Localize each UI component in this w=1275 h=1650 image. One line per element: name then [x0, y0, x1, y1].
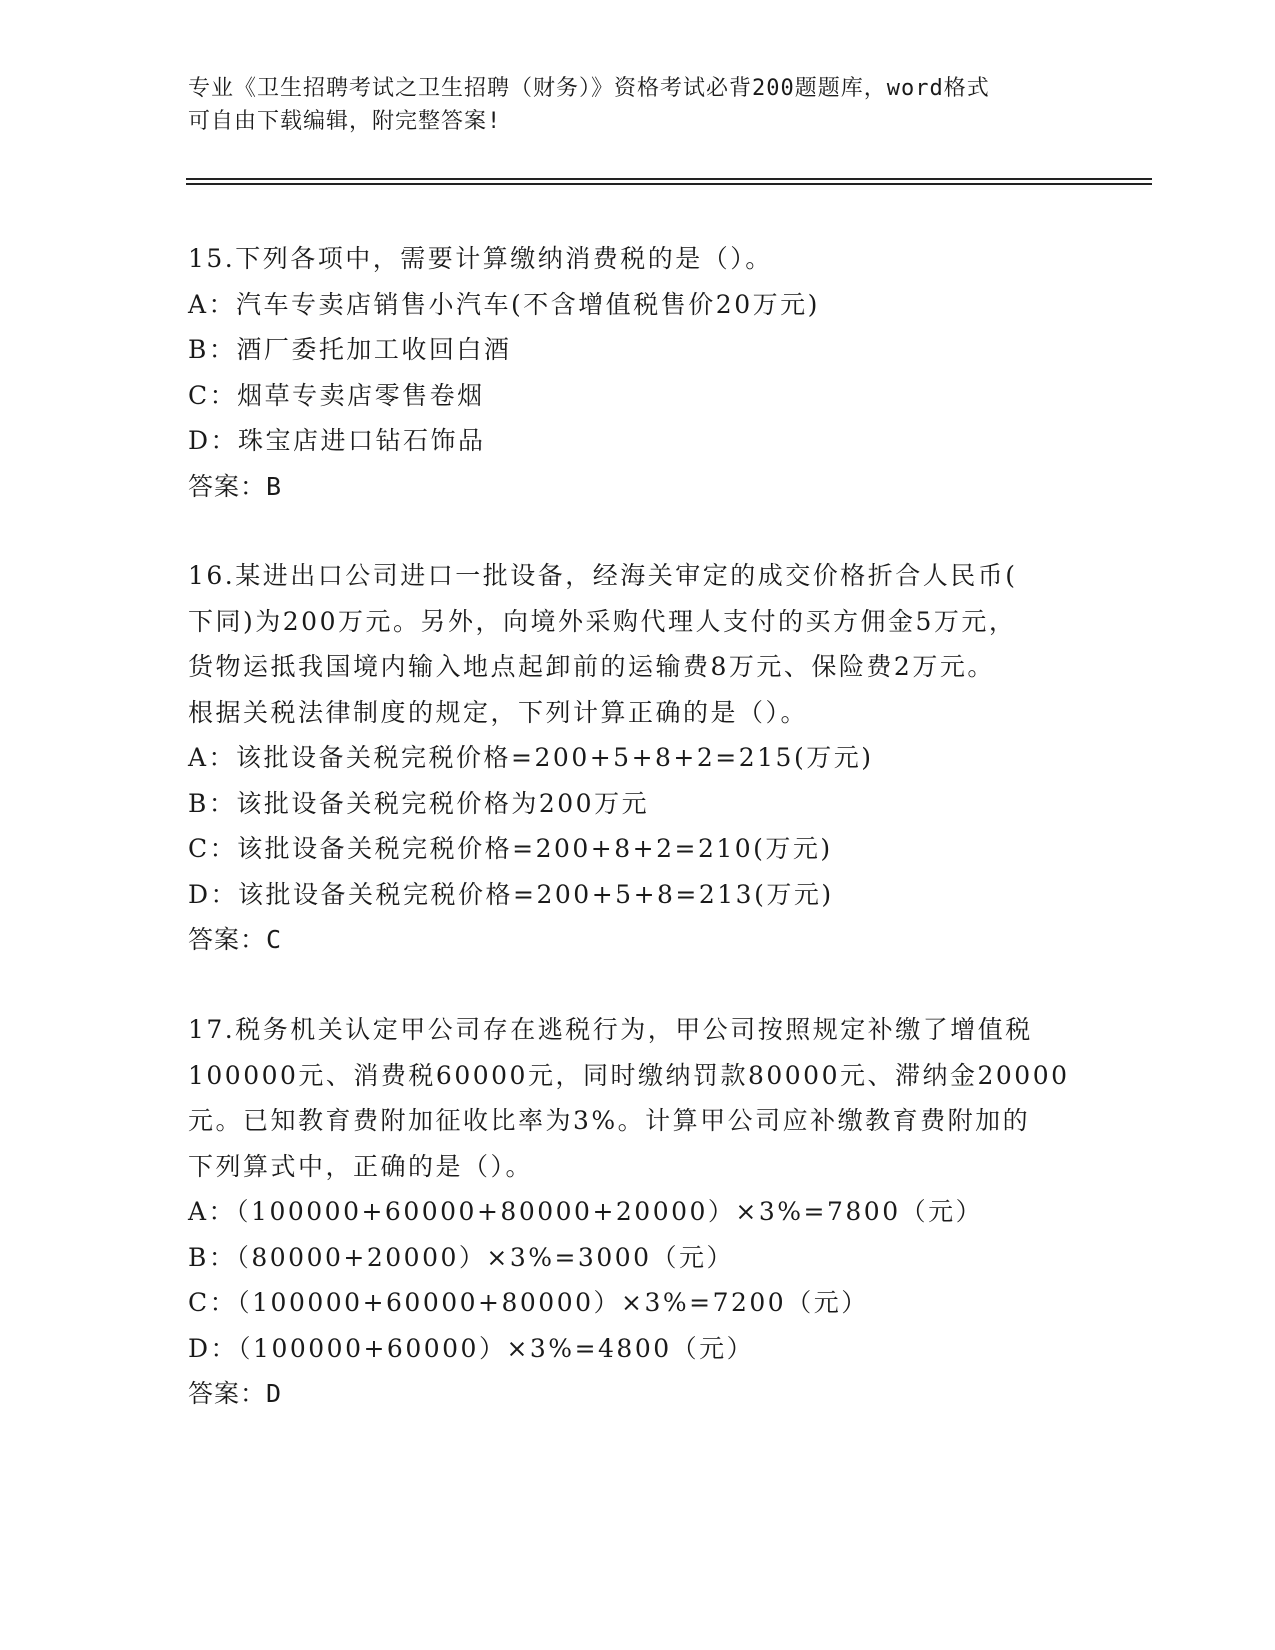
- question-stem-line-1: 17.税务机关认定甲公司存在逃税行为，甲公司按照规定补缴了增值税: [188, 1015, 1033, 1044]
- header-divider-bottom: [186, 183, 1152, 185]
- option-c: C：（100000+60000+80000）×3%=7200（元）: [188, 1288, 869, 1317]
- question-16: [188, 553, 1078, 963]
- question-stem-line-4: 根据关税法律制度的规定，下列计算正确的是（）。: [188, 697, 809, 727]
- question-stem-line-1: 16.某进出口公司进口一批设备，经海关审定的成交价格折合人民币(: [188, 561, 1018, 590]
- header-divider-top: [186, 178, 1152, 180]
- header-line-1: 专业《卫生招聘考试之卫生招聘（财务）》资格考试必背200题题库，word格式: [188, 76, 990, 101]
- option-b: B：（80000+20000）×3%=3000（元）: [188, 1242, 735, 1272]
- option-d: D：该批设备关税完税价格=200+5+8=213(万元): [188, 879, 834, 909]
- option-a: A：该批设备关税完税价格=200+5+8+2=215(万元): [188, 743, 874, 772]
- question-stem-line-4: 下列算式中，正确的是（）。: [188, 1151, 534, 1181]
- answer: 答案：C: [188, 925, 283, 954]
- option-c: C：该批设备关税完税价格=200+8+2=210(万元): [188, 834, 833, 863]
- header-line-2: 可自由下载编辑，附完整答案!: [188, 109, 502, 134]
- question-stem-line-3: 元。已知教育费附加征收比率为3%。计算甲公司应补缴教育费附加的: [188, 1106, 1031, 1135]
- question-stem-line-3: 货物运抵我国境内输入地点起卸前的运输费8万元、保险费2万元。: [188, 652, 995, 681]
- answer: 答案：D: [188, 1379, 283, 1408]
- option-d: D：（100000+60000）×3%=4800（元）: [188, 1333, 755, 1363]
- question-stem: 15.下列各项中，需要计算缴纳消费税的是（）。: [188, 244, 773, 273]
- question-stem-line-2: 100000元、消费税60000元，同时缴纳罚款80000元、滞纳金20000: [188, 1060, 1070, 1090]
- option-b: B：该批设备关税完税价格为200万元: [188, 788, 650, 818]
- option-d: D：珠宝店进口钻石饰品: [188, 426, 486, 455]
- option-b: B：酒厂委托加工收回白酒: [188, 335, 512, 364]
- question-15: [188, 236, 1078, 509]
- option-a: A：（100000+60000+80000+20000）×3%=7800（元）: [188, 1197, 984, 1226]
- document-header: [188, 72, 1068, 138]
- option-c: C：烟草专卖店零售卷烟: [188, 380, 485, 410]
- option-a: A：汽车专卖店销售小汽车(不含增值税售价20万元): [188, 289, 820, 319]
- answer: 答案：B: [188, 471, 283, 501]
- question-stem-line-2: 下同)为200万元。另外，向境外采购代理人支付的买方佣金5万元，: [188, 606, 1017, 636]
- question-17: [188, 1007, 1078, 1417]
